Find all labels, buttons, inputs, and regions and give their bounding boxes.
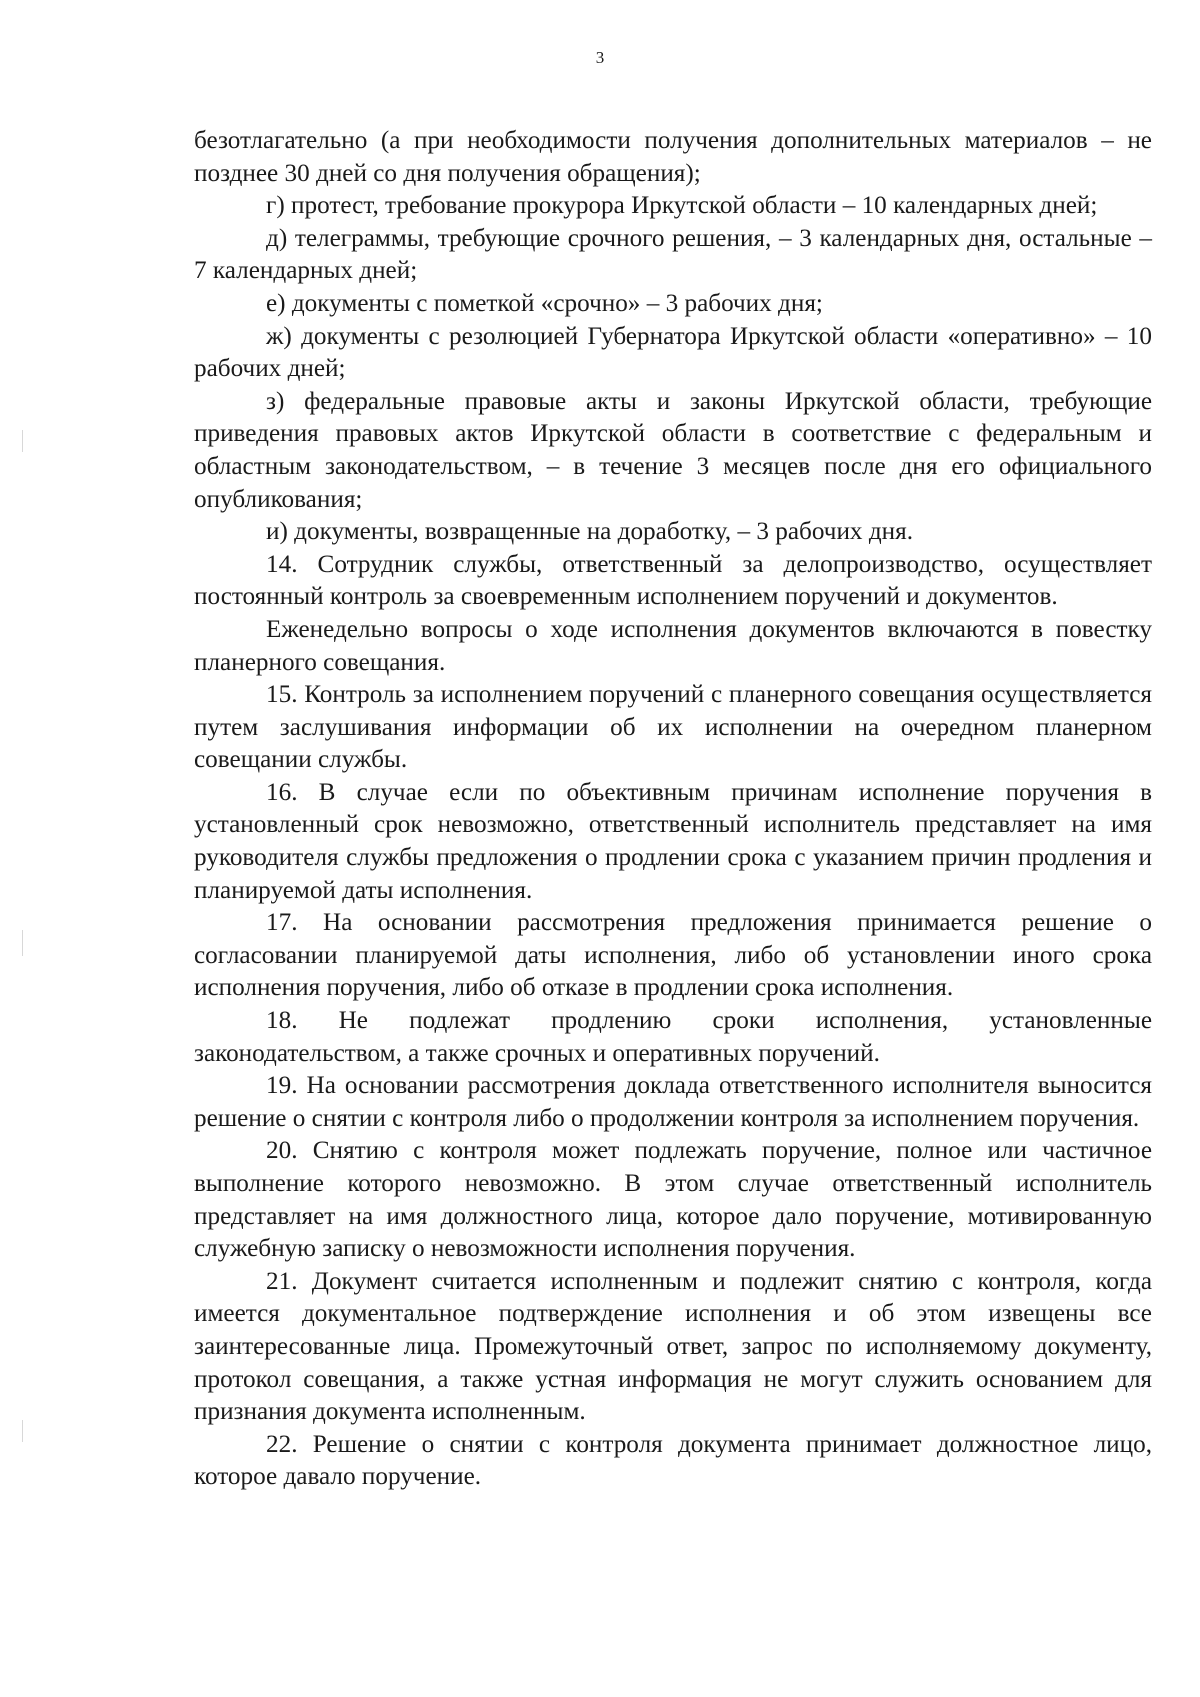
paragraph: 15. Контроль за исполнением поручений с планерного совещания осуществляется путем заслушивания информации об их исполнении на очередном планерном совещании службы.	[194, 681, 1152, 774]
paragraph: безотлагательно (а при необходимости получения дополнительных материалов – не позднее 30 дней со дня получения обращения);	[194, 127, 1152, 187]
scan-mark	[22, 930, 23, 956]
paragraph: ж) документы с резолюцией Губернатора Иркутской области «оперативно» – 10 рабочих дней;	[194, 322, 1152, 383]
paragraph: г) протест, требование прокурора Иркутской области – 10 календарных дней;	[266, 192, 1098, 220]
paragraph: 16. В случае если по объективным причинам исполнение поручения в установленный срок невозможно, ответственный исполнитель представляет на имя руководителя службы предложения о продлении срока с указанием причин продления и планируемой даты исполнения.	[194, 778, 1152, 904]
paragraph: 20. Снятию с контроля может подлежать поручение, полное или частичное выполнение которого невозможно. В этом случае ответственный исполнитель представляет на имя должностного лица, которое дало поручение, мотивированную служебную записку о невозможности исполнения поручения.	[194, 1137, 1152, 1263]
paragraph: 22. Решение о снятии с контроля документа принимает должностное лицо, которое давало поручение.	[194, 1430, 1152, 1491]
paragraph: 19. На основании рассмотрения доклада ответственного исполнителя выносится решение о снятии с контроля либо о продолжении контроля за исполнением поручения.	[194, 1072, 1152, 1132]
paragraph: и) документы, возвращенные на доработку, – 3 рабочих дня.	[266, 518, 913, 546]
paragraph: з) федеральные правовые акты и законы Иркутской области, требующие приведения правовых актов Иркутской области в соответствие с федеральным и областным законодательством, – в течение 3 месяцев после дня его официального опубликования;	[194, 387, 1152, 513]
paragraph: 21. Документ считается исполненным и подлежит снятию с контроля, когда имеется документальное подтверждение исполнения и об этом извещены все заинтересованные лица. Промежуточный ответ, запрос по исполняемому документу, протокол совещания, а также устная информация не могут служить основанием для признания документа исполненным.	[194, 1267, 1152, 1426]
page-number: 3	[595, 48, 605, 67]
paragraph: 17. На основании рассмотрения предложения принимается решение о согласовании планируемой даты исполнения, либо об установлении иного срока исполнения поручения, либо об отказе в продлении срока исполнения.	[194, 909, 1152, 1002]
paragraph: 18. Не подлежат продлению сроки исполнения, установленные законодательством, а также срочных и оперативных поручений.	[194, 1007, 1152, 1067]
scan-mark	[22, 1420, 23, 1442]
document-body	[194, 125, 1152, 1494]
paragraph: 14. Сотрудник службы, ответственный за делопроизводство, осуществляет постоянный контроль за своевременным исполнением поручений и документов.	[194, 550, 1152, 611]
paragraph: е) документы с пометкой «срочно» – 3 рабочих дня;	[266, 289, 823, 317]
scan-mark	[22, 430, 23, 452]
paragraph: Еженедельно вопросы о ходе исполнения документов включаются в повестку планерного совещания.	[194, 615, 1152, 676]
paragraph: д) телеграммы, требующие срочного решения, – 3 календарных дня, остальные – 7 календарных дней;	[194, 224, 1152, 285]
